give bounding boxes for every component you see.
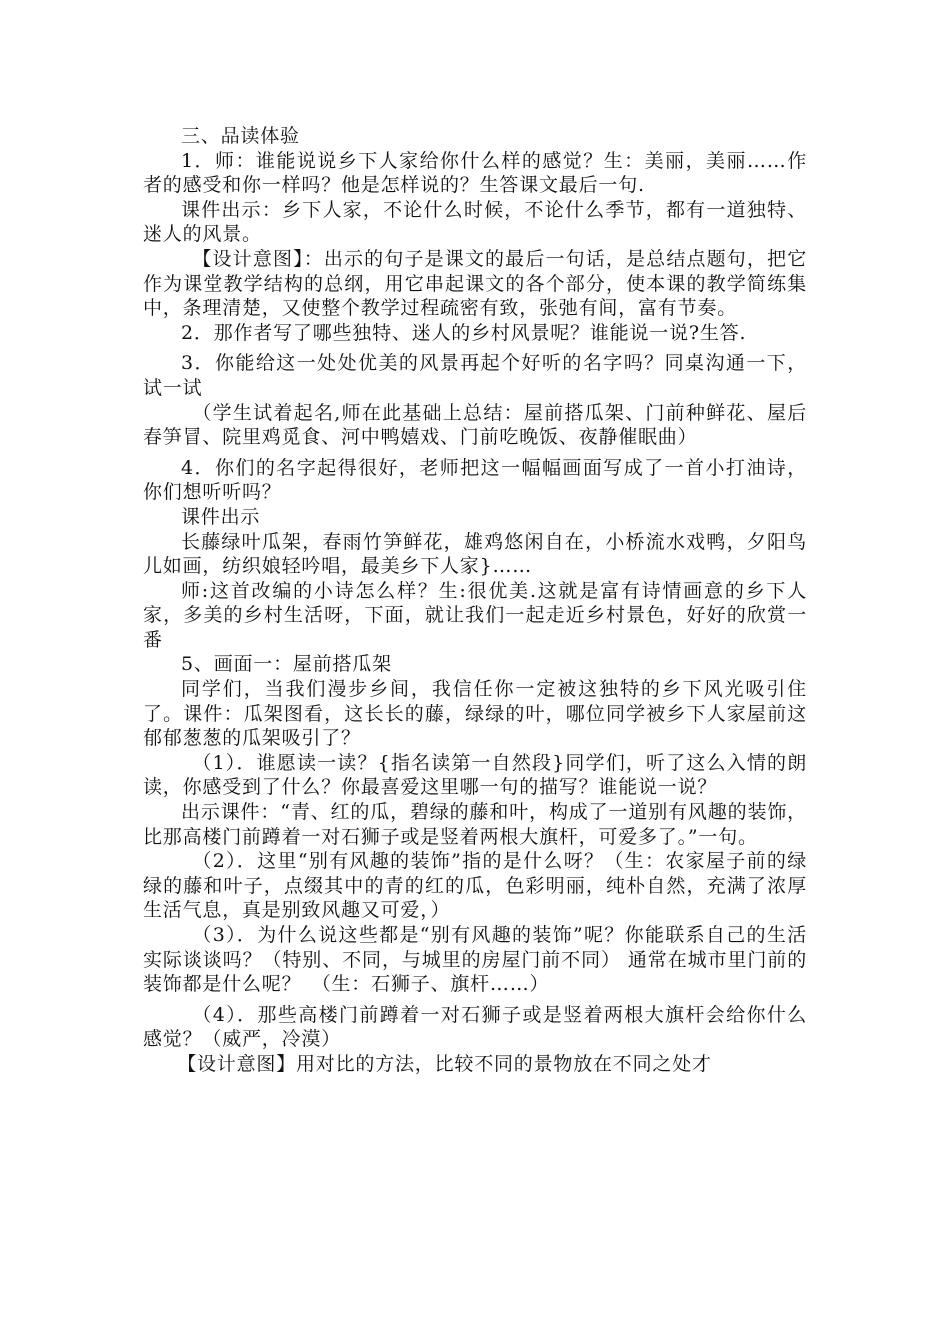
poem-paragraph: 长藤绿叶瓜架，春雨竹笋鲜花，雄鸡悠闲自在，小桥流水戏鸭，夕阳鸟儿如画，纺织娘轻吟唱，最美乡下人家}…… — [143, 530, 807, 578]
paragraph: 出示课件：“青、红的瓜，碧绿的藤和叶，构成了一道别有风趣的装饰，比那高楼门前蹲着一对石狮子或是竖着两根大旗杆，可爱多了。”一句。 — [143, 801, 807, 848]
paragraph: （3）．为什么说这些都是“别有风趣的装饰”呢？你能联系自己的生活实际谈谈吗？（特别、不同，与城里的房屋门前不同） 通常在城市里门前的装饰都是什么呢？ （生：石狮子、旗杆……） — [143, 924, 807, 996]
paragraph: 师:这首改编的小诗怎么样？生:很优美.这就是富有诗情画意的乡下人家，多美的乡村生活呀，下面，就让我们一起走近乡村景色，好好的欣赏一番 — [143, 579, 807, 651]
paragraph: 2．那作者写了哪些独特、迷人的乡村风景呢？谁能说一说?生答. — [181, 321, 747, 344]
paragraph: （4）．那些高楼门前蹲着一对石狮子或是竖着两根大旗杆会给你什么感觉？（威严，冷漠） — [143, 1003, 807, 1051]
design-intent-paragraph: 【设计意图】用对比的方法，比较不同的景物放在不同之处才 — [177, 1052, 712, 1075]
paragraph: 4．你们的名字起得很好，老师把这一幅幅画面写成了一首小打油诗，你们想听听吗？ — [143, 456, 807, 504]
paragraph: 3．你能给这一处处优美的风景再起个好听的名字吗？同桌沟通一下，试一试 — [143, 352, 807, 399]
paragraph: （2）．这里“别有风趣的装饰”指的是什么呀？（生：农家屋子前的绿绿的藤和叶子，点缀其中的青的红的瓜，色彩明丽，纯朴自然，充满了浓厚生活气息，真是别致风趣又可爱，） — [143, 850, 807, 922]
paragraph: （1）．谁愿读一读？{指名读第一自然段}同学们，听了这么入情的朗读，你感受到了什么？你最喜爱这里哪一句的描写？谁能说一说？ — [143, 751, 807, 799]
paragraph: 课件出示 — [181, 505, 261, 528]
section-heading: 三、品读体验 — [181, 125, 300, 147]
paragraph: 课件出示：乡下人家，不论什么时候，不论什么季节，都有一道独特、迷人的风景。 — [143, 198, 807, 246]
paragraph: 1．师：谁能说说乡下人家给你什么样的感觉？生：美丽，美丽……作者的感受和你一样吗？他是怎样说的？生答课文最后一句. — [143, 149, 807, 197]
subheading: 5、画面一：屋前搭瓜架 — [181, 653, 392, 676]
paragraph: 同学们，当我们漫步乡间，我信任你一定被这独特的乡下风光吸引住了。课件：瓜架图看，这长长的藤，绿绿的叶，哪位同学被乡下人家屋前这郁郁葱葱的瓜架吸引了？ — [143, 678, 807, 750]
document-body — [143, 124, 807, 1077]
paragraph: （学生试着起名,师在此基础上总结：屋前搭瓜架、门前种鲜花、屋后春笋冒、院里鸡觅食、河中鸭嬉戏、门前吃晚饭、夜静催眠曲） — [143, 401, 807, 449]
design-intent-paragraph: 【设计意图】：出示的句子是课文的最后一句话，是总结点题句，把它作为课堂教学结构的总纲，用它串起课文的各个部分，使本课的教学简练集中，条理清楚，又使整个教学过程疏密有致，张弛有间，富有节奏。 — [143, 247, 807, 320]
